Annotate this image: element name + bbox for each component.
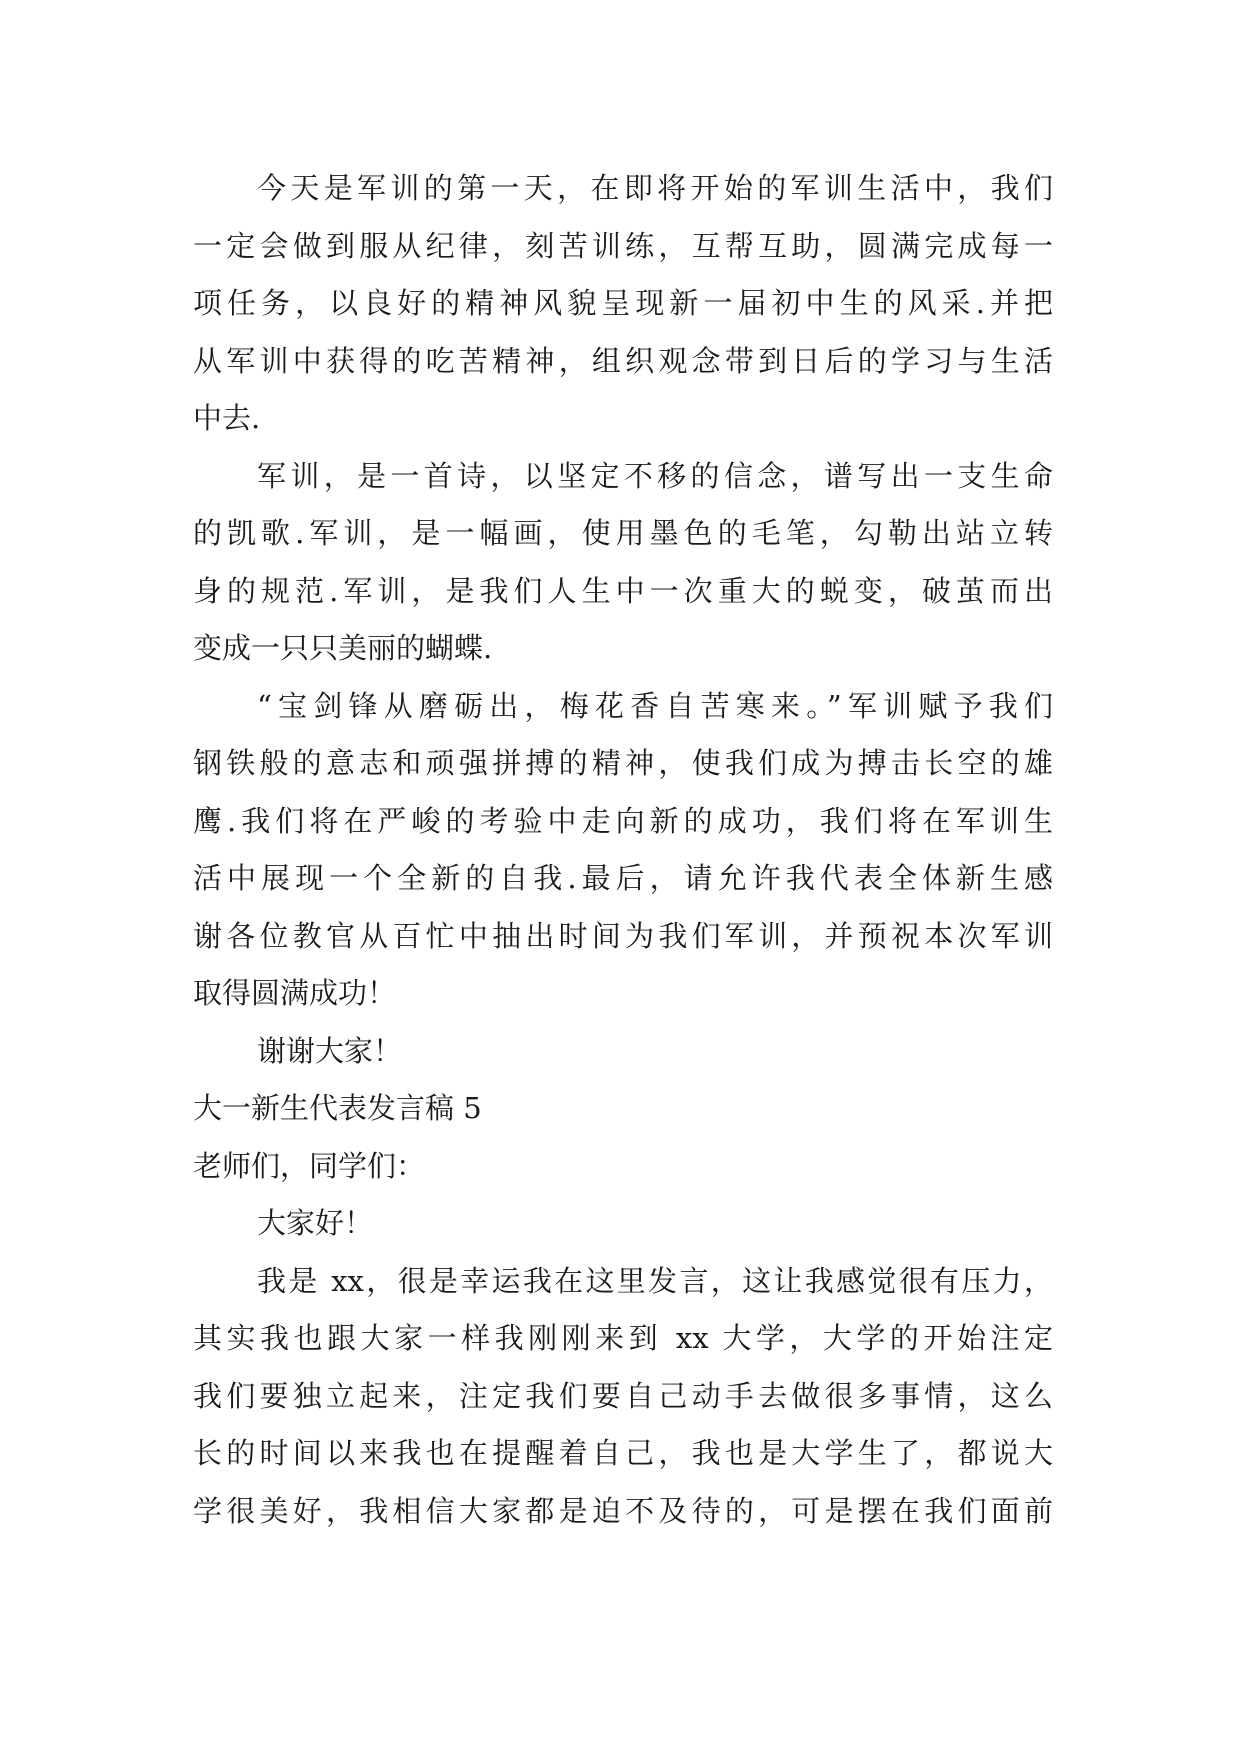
- text-line: 我是 xx，很是幸运我在这里发言，这让我感觉很有压力，: [257, 1263, 1053, 1298]
- text-line: 鹰.我们将在严峻的考验中走向新的成功，我们将在军训生: [193, 803, 1053, 838]
- text-line: 活中展现一个全新的自我.最后，请允许我代表全体新生感: [193, 861, 1053, 895]
- text-line: 从军训中获得的吃苦精神，组织观念带到日后的学习与生活: [193, 343, 1053, 378]
- text-line: 老师们，同学们：: [193, 1148, 426, 1183]
- text-line: “宝剑锋从磨砺出，梅花香自苦寒来。”军训赋予我们: [257, 688, 1053, 723]
- text-line: 变成一只只美丽的蝴蝶.: [193, 631, 493, 665]
- text-line: 其实我也跟大家一样我刚刚来到 xx 大学，大学的开始注定: [193, 1321, 1053, 1355]
- text-line: 谢谢大家！: [257, 1033, 403, 1068]
- text-line: 学很美好，我相信大家都是迫不及待的，可是摆在我们面前: [193, 1493, 1053, 1528]
- text-line: 钢铁般的意志和顽强拼搏的精神，使我们成为搏击长空的雄: [193, 746, 1053, 780]
- text-line: 一定会做到服从纪律，刻苦训练，互帮互助，圆满完成每一: [193, 228, 1053, 263]
- text-line: 谢各位教官从百忙中抽出时间为我们军训，并预祝本次军训: [193, 918, 1053, 953]
- document-body: [193, 160, 1053, 1540]
- text-line: 身的规范.军训，是我们人生中一次重大的蜕变，破茧而出: [193, 573, 1053, 608]
- text-line: 项任务，以良好的精神风貌呈现新一届初中生的风采.并把: [193, 286, 1053, 320]
- text-line: 取得圆满成功！: [193, 976, 397, 1010]
- text-line: 长的时间以来我也在提醒着自己，我也是大学生了，都说大: [193, 1436, 1053, 1470]
- text-line: 中去.: [193, 401, 261, 435]
- text-line: 我们要独立起来，注定我们要自己动手去做很多事情，这么: [193, 1378, 1053, 1413]
- text-line: 军训，是一首诗，以坚定不移的信念，谱写出一支生命: [257, 458, 1053, 493]
- text-line: 大一新生代表发言稿 5: [193, 1091, 482, 1125]
- text-line: 的凯歌.军训，是一幅画，使用墨色的毛笔，勾勒出站立转: [193, 516, 1053, 550]
- text-line: 今天是军训的第一天，在即将开始的军训生活中，我们: [257, 171, 1053, 205]
- text-line: 大家好！: [257, 1206, 374, 1240]
